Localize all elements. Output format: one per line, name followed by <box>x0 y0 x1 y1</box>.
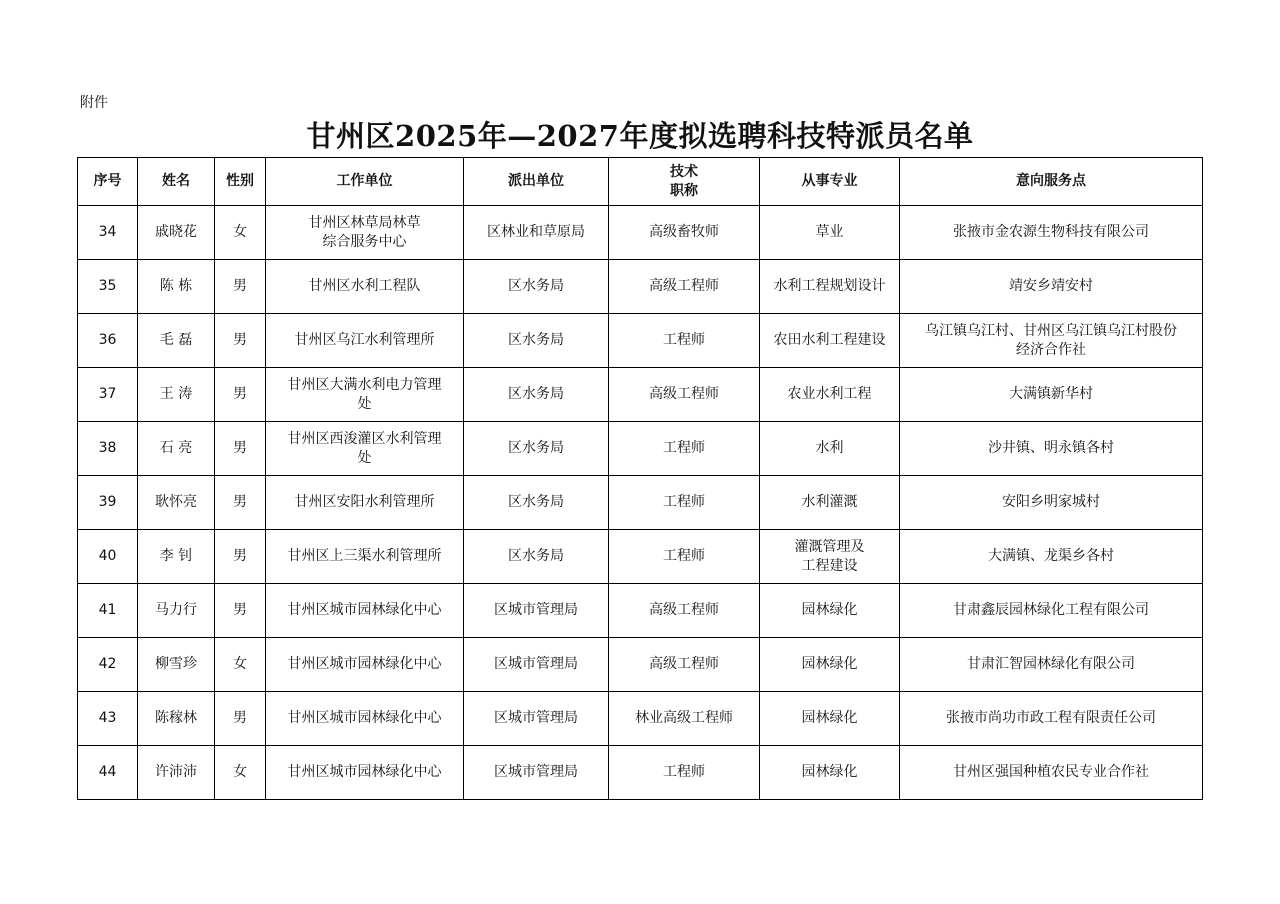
cell-dispatch-unit: 区水务局 <box>464 530 609 584</box>
cell-work-unit: 甘州区大满水利电力管理 处 <box>266 368 464 422</box>
cell-name: 陈稼林 <box>138 692 215 746</box>
cell-gender: 男 <box>215 260 266 314</box>
cell-index: 36 <box>78 314 138 368</box>
cell-service-point: 甘肃鑫辰园林绿化工程有限公司 <box>900 584 1203 638</box>
col-header-work-unit: 工作单位 <box>266 158 464 206</box>
table-row <box>78 260 1203 314</box>
cell-name: 李 钊 <box>138 530 215 584</box>
cell-gender: 男 <box>215 368 266 422</box>
cell-name: 耿怀亮 <box>138 476 215 530</box>
col-header-specialty: 从事专业 <box>760 158 900 206</box>
cell-work-unit: 甘州区林草局林草 综合服务中心 <box>266 206 464 260</box>
cell-index: 44 <box>78 746 138 800</box>
cell-specialty: 农田水利工程建设 <box>760 314 900 368</box>
cell-title: 工程师 <box>609 476 760 530</box>
cell-service-point: 张掖市金农源生物科技有限公司 <box>900 206 1203 260</box>
cell-specialty: 农业水利工程 <box>760 368 900 422</box>
cell-work-unit: 甘州区西浚灌区水利管理 处 <box>266 422 464 476</box>
table-row <box>78 530 1203 584</box>
col-header-service-point: 意向服务点 <box>900 158 1203 206</box>
cell-specialty: 灌溉管理及 工程建设 <box>760 530 900 584</box>
cell-work-unit: 甘州区城市园林绿化中心 <box>266 746 464 800</box>
cell-title: 高级工程师 <box>609 638 760 692</box>
cell-specialty: 园林绿化 <box>760 746 900 800</box>
cell-name: 石 亮 <box>138 422 215 476</box>
cell-title: 林业高级工程师 <box>609 692 760 746</box>
cell-title: 工程师 <box>609 746 760 800</box>
col-header-title: 技术 职称 <box>609 158 760 206</box>
cell-work-unit: 甘州区城市园林绿化中心 <box>266 638 464 692</box>
cell-specialty: 园林绿化 <box>760 692 900 746</box>
cell-name: 马力行 <box>138 584 215 638</box>
table-body <box>78 206 1203 800</box>
table-row <box>78 206 1203 260</box>
cell-service-point: 安阳乡明家城村 <box>900 476 1203 530</box>
cell-work-unit: 甘州区乌江水利管理所 <box>266 314 464 368</box>
cell-name: 王 涛 <box>138 368 215 422</box>
table-row <box>78 422 1203 476</box>
cell-work-unit: 甘州区水利工程队 <box>266 260 464 314</box>
cell-index: 39 <box>78 476 138 530</box>
col-header-dispatch-unit: 派出单位 <box>464 158 609 206</box>
header-row <box>78 158 1203 206</box>
cell-dispatch-unit: 区水务局 <box>464 368 609 422</box>
cell-gender: 男 <box>215 584 266 638</box>
cell-gender: 男 <box>215 422 266 476</box>
cell-index: 41 <box>78 584 138 638</box>
cell-work-unit: 甘州区上三渠水利管理所 <box>266 530 464 584</box>
cell-gender: 男 <box>215 476 266 530</box>
attachment-label: 附件 <box>80 95 108 111</box>
cell-name: 柳雪珍 <box>138 638 215 692</box>
cell-dispatch-unit: 区城市管理局 <box>464 692 609 746</box>
cell-dispatch-unit: 区水务局 <box>464 422 609 476</box>
table-row <box>78 314 1203 368</box>
cell-service-point: 大满镇、龙渠乡各村 <box>900 530 1203 584</box>
cell-specialty: 草业 <box>760 206 900 260</box>
cell-service-point: 甘州区强国种植农民专业合作社 <box>900 746 1203 800</box>
cell-dispatch-unit: 区城市管理局 <box>464 638 609 692</box>
cell-name: 陈 栋 <box>138 260 215 314</box>
cell-name: 戚晓花 <box>138 206 215 260</box>
cell-gender: 女 <box>215 638 266 692</box>
cell-specialty: 园林绿化 <box>760 638 900 692</box>
cell-dispatch-unit: 区城市管理局 <box>464 746 609 800</box>
cell-title: 工程师 <box>609 314 760 368</box>
col-header-name: 姓名 <box>138 158 215 206</box>
cell-dispatch-unit: 区城市管理局 <box>464 584 609 638</box>
cell-specialty: 水利灌溉 <box>760 476 900 530</box>
col-header-index: 序号 <box>78 158 138 206</box>
col-header-gender: 性别 <box>215 158 266 206</box>
table-row <box>78 476 1203 530</box>
cell-dispatch-unit: 区林业和草原局 <box>464 206 609 260</box>
cell-index: 42 <box>78 638 138 692</box>
cell-dispatch-unit: 区水务局 <box>464 476 609 530</box>
cell-index: 43 <box>78 692 138 746</box>
cell-service-point: 乌江镇乌江村、甘州区乌江镇乌江村股份 经济合作社 <box>900 314 1203 368</box>
cell-gender: 男 <box>215 530 266 584</box>
roster-table <box>77 157 1203 800</box>
cell-index: 40 <box>78 530 138 584</box>
cell-service-point: 靖安乡靖安村 <box>900 260 1203 314</box>
cell-name: 毛 磊 <box>138 314 215 368</box>
cell-service-point: 沙井镇、明永镇各村 <box>900 422 1203 476</box>
cell-title: 工程师 <box>609 530 760 584</box>
cell-dispatch-unit: 区水务局 <box>464 314 609 368</box>
cell-title: 高级工程师 <box>609 260 760 314</box>
cell-gender: 女 <box>215 206 266 260</box>
table-row <box>78 368 1203 422</box>
cell-specialty: 水利工程规划设计 <box>760 260 900 314</box>
cell-service-point: 张掖市尚功市政工程有限责任公司 <box>900 692 1203 746</box>
cell-gender: 女 <box>215 746 266 800</box>
cell-service-point: 大满镇新华村 <box>900 368 1203 422</box>
cell-index: 38 <box>78 422 138 476</box>
cell-title: 工程师 <box>609 422 760 476</box>
cell-work-unit: 甘州区城市园林绿化中心 <box>266 692 464 746</box>
cell-name: 许沛沛 <box>138 746 215 800</box>
cell-work-unit: 甘州区安阳水利管理所 <box>266 476 464 530</box>
cell-dispatch-unit: 区水务局 <box>464 260 609 314</box>
cell-index: 35 <box>78 260 138 314</box>
cell-title: 高级畜牧师 <box>609 206 760 260</box>
cell-title: 高级工程师 <box>609 584 760 638</box>
cell-index: 34 <box>78 206 138 260</box>
document-title: 甘州区2025年—2027年度拟选聘科技特派员名单 <box>306 119 974 153</box>
table-row <box>78 584 1203 638</box>
table-row <box>78 746 1203 800</box>
table-row <box>78 692 1203 746</box>
cell-service-point: 甘肃汇智园林绿化有限公司 <box>900 638 1203 692</box>
cell-specialty: 水利 <box>760 422 900 476</box>
cell-specialty: 园林绿化 <box>760 584 900 638</box>
cell-gender: 男 <box>215 314 266 368</box>
table-row <box>78 638 1203 692</box>
cell-gender: 男 <box>215 692 266 746</box>
cell-title: 高级工程师 <box>609 368 760 422</box>
cell-index: 37 <box>78 368 138 422</box>
cell-work-unit: 甘州区城市园林绿化中心 <box>266 584 464 638</box>
